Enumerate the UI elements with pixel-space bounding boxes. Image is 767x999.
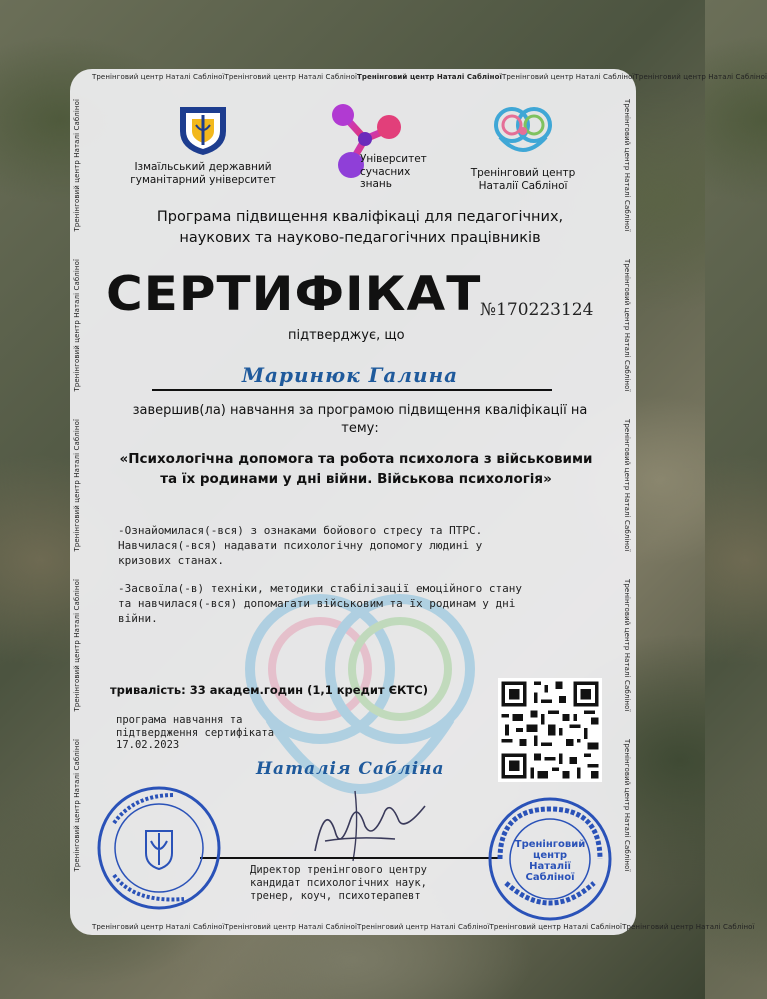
university-crest-icon: [172, 101, 234, 157]
signer-name: Наталія Сабліна: [256, 759, 445, 779]
duration-text: тривалість: 33 академ.годин (1,1 кредит ЄКТС): [110, 683, 428, 697]
qr-code[interactable]: [498, 678, 602, 782]
frame-text: Тренінговий центр Наталі Сабліної: [489, 923, 623, 931]
signature-line: [200, 857, 500, 859]
training-center-logo: [458, 101, 588, 193]
frame-text: Тренінговий центр Наталі Сабліної: [73, 419, 81, 552]
frame-text: Тренінговий центр Наталі Сабліної: [224, 73, 358, 81]
university2-name: [360, 153, 427, 191]
frame-top-strip: [92, 73, 767, 81]
university1-name: Ізмаїльський державний гуманітарний університет: [130, 161, 276, 187]
program-link-line1: програма навчання та: [116, 714, 243, 726]
university2-line1: Університет: [360, 153, 427, 165]
frame-text: Тренінговий центр Наталі Сабліної: [92, 923, 225, 931]
course-title: [106, 450, 606, 489]
frame-text: Тренінговий центр Наталі Сабліної: [623, 99, 631, 232]
outcome-item-2: [118, 582, 538, 627]
frame-text: Тренінговий центр Наталі Сабліної: [623, 579, 631, 712]
outcome-1-line3: кризових станах.: [118, 553, 224, 567]
frame-text: Тренінговий центр Наталі Сабліної: [634, 73, 767, 81]
recipient-name: Маринюк Галина: [241, 363, 459, 387]
director-line2: кандидат психологічних наук,: [250, 877, 428, 890]
frame-text: Тренінговий центр Наталі Сабліної: [73, 739, 81, 872]
frame-text: Тренінговий центр Наталі Сабліної: [357, 73, 503, 81]
program-title-line1: Програма підвищення кваліфікаці для педагогічних,: [156, 209, 564, 225]
university2-line3: знань: [360, 178, 392, 191]
frame-text: Тренінговий центр Наталі Сабліної: [623, 419, 631, 552]
training-center-line1: Тренінговий центр: [470, 167, 576, 179]
frame-text: Тренінговий центр Наталі Сабліної: [92, 73, 225, 81]
outcome-item-1: [118, 524, 538, 569]
frame-text: Тренінговий центр Наталі Сабліної: [502, 73, 635, 81]
confirms-text: підтверджує, що: [288, 328, 405, 343]
frame-left-strip: [73, 99, 83, 909]
course-title-line1: «Психологічна допомога та робота психолога з військовими: [119, 451, 593, 467]
training-center-line2: Наталії Сабліної: [478, 180, 568, 193]
completed-text: [110, 402, 610, 437]
frame-right-strip: [623, 99, 633, 909]
recipient-underline: [152, 389, 552, 391]
certificate-number: №170223124: [480, 300, 594, 320]
completed-line2: тему:: [341, 420, 379, 436]
outcome-2-line3: війни.: [118, 611, 158, 625]
svg-text:центр: центр: [532, 850, 568, 861]
director-line1: Директор тренінгового центру: [250, 864, 428, 876]
frame-text: Тренінговий центр Наталі Сабліної: [73, 99, 81, 232]
frame-text: Тренінговий центр Наталі Сабліної: [623, 259, 631, 392]
training-center-stamp-icon: [484, 793, 616, 925]
university2-line2: сучасних: [360, 165, 411, 178]
program-title-line2: наукових та науково-педагогічних працівників: [179, 230, 541, 247]
director-title: [250, 864, 427, 903]
certificate-card: [70, 69, 767, 935]
frame-text: Тренінговий центр Наталі Сабліної: [623, 739, 631, 872]
program-date: 17.02.2023: [116, 739, 180, 752]
program-title: [110, 207, 610, 249]
svg-text:Тренінговий: Тренінговий: [514, 839, 586, 850]
svg-text:Сабліної: Сабліної: [525, 872, 575, 883]
outcome-1-line2: Навчилася(-вся) надавати психологічну допомогу людині у: [118, 538, 483, 552]
program-link-line2: підтвердження сертифіката: [116, 726, 275, 739]
outcome-2-line2: та навчилася(-вся) допомагати військовим та їх родинам у дні: [118, 596, 516, 610]
frame-text: Тренінговий центр Наталі Сабліної: [224, 923, 358, 931]
certificate-title: СЕРТИФІКАТ: [106, 266, 482, 322]
university-stamp-icon: [94, 783, 224, 913]
frame-text: Тренінговий центр Наталі Сабліної: [622, 923, 755, 931]
program-link-text: [116, 714, 274, 752]
family-logo-icon: [490, 101, 556, 163]
course-title-line2: та їх родинами у дні війни. Військова психологія»: [160, 470, 552, 487]
outcome-1-line1: -Ознайомилася(-вся) з ознаками бойового стресу та ПТРС.: [118, 524, 483, 537]
svg-text:Наталії: Наталії: [529, 861, 571, 872]
university1-logo: [128, 101, 278, 187]
completed-line1: завершив(ла) навчання за програмою підвищення кваліфікації на: [132, 403, 588, 418]
frame-text: Тренінговий центр Наталі Сабліної: [357, 923, 490, 931]
outcome-2-line1: -Засвоїла(-в) техніки, методики стабілізації емоційного стану: [118, 582, 522, 595]
frame-text: Тренінговий центр Наталі Сабліної: [73, 259, 81, 392]
director-line3: тренер, коуч, психотерапевт: [250, 890, 421, 903]
frame-text: Тренінговий центр Наталі Сабліної: [73, 579, 81, 712]
